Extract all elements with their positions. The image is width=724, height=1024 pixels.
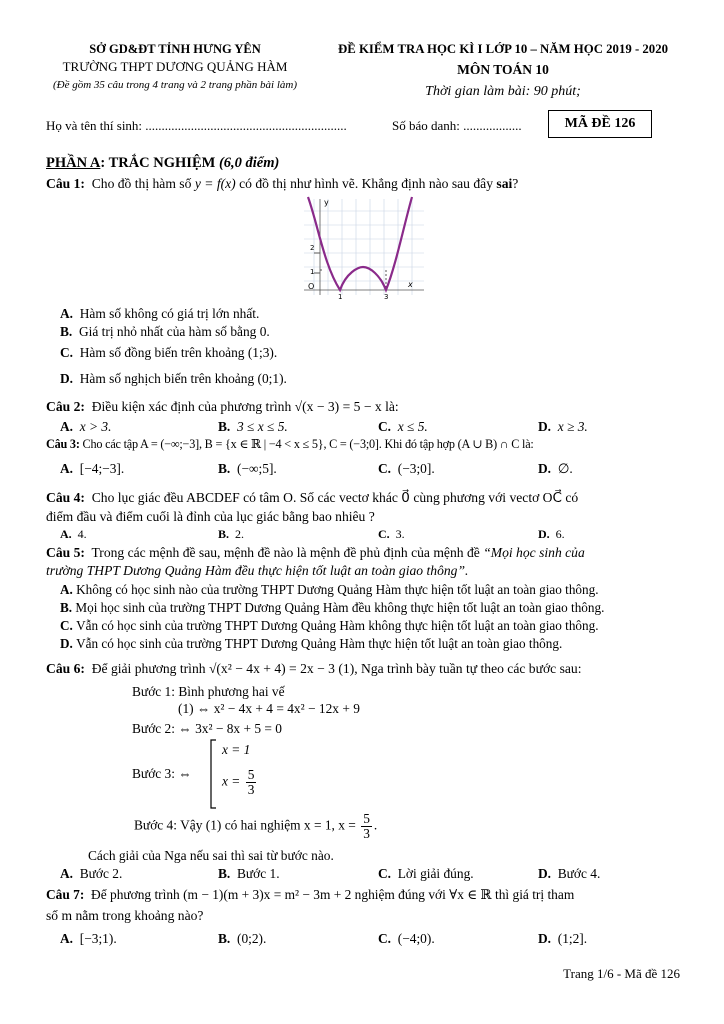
x-axis-label: x <box>408 280 413 289</box>
q1-option-d[interactable]: D. Hàm số nghịch biến trên khoảng (0;1). <box>60 371 287 386</box>
q4-option-c[interactable]: C. 3. <box>378 527 405 541</box>
question-4-line-2: điểm đầu và điểm cuối là đỉnh của lục giác bằng bao nhiêu ? <box>46 509 375 524</box>
q4-option-a[interactable]: A. 4. <box>60 527 87 541</box>
q4-option-b[interactable]: B. 2. <box>218 527 245 541</box>
x-tick-1: 1 <box>338 293 343 301</box>
question-5-line-2: trường THPT Dương Quảng Hàm đều thực hiện tốt luật an toàn giao thông”. <box>46 563 469 578</box>
function-expression: y = f(x) <box>194 176 236 191</box>
q7-option-a[interactable]: A. [−3;1). <box>60 931 117 946</box>
question-2: Câu 2: Điều kiện xác định của phương trình √(x − 3) = 5 − x là: <box>46 399 399 414</box>
q6-step-2: Bước 2: ⇔ 3x² − 8x + 5 = 0 <box>132 721 282 736</box>
q7-option-d[interactable]: D. (1;2]. <box>538 931 588 946</box>
question-emphasis: sai <box>496 176 513 191</box>
function-graph <box>300 195 428 303</box>
student-name-line: Họ và tên thí sinh: .............................................................. <box>46 118 347 133</box>
q1-option-b[interactable]: B. Giá trị nhỏ nhất của hàm số bằng 0. <box>60 324 270 339</box>
question-text: Cho đồ thị hàm số <box>91 176 192 191</box>
q6-option-d[interactable]: D. Bước 4. <box>538 866 601 881</box>
exam-time: Thời gian làm bài: 90 phút; <box>425 84 581 99</box>
origin-label: O <box>308 282 315 291</box>
exam-note: (Đề gồm 35 câu trong 4 trang và 2 trang phần bài làm) <box>52 79 298 91</box>
subject-title: MÔN TOÁN 10 <box>457 62 549 77</box>
section-points: (6,0 điểm) <box>218 155 280 171</box>
section-title <box>46 155 279 172</box>
q1-option-c[interactable]: C. Hàm số đồng biến trên khoảng (1;3). <box>60 345 278 360</box>
q6-step-3: Bước 3: ⇔ <box>132 766 192 781</box>
q5-option-d[interactable]: D. Vẫn có học sinh của trường THPT Dương Quảng Hàm thực hiện tốt luật an toàn giao thông. <box>60 636 563 651</box>
y-tick-1: 1 <box>310 268 315 276</box>
exam-code-box: MÃ ĐỀ 126 <box>548 110 652 138</box>
q5-option-a[interactable]: A. Không có học sinh nào của trường THPT Dương Quảng Hàm thực hiện tốt luật an toàn giao thông. <box>60 582 599 597</box>
question-7-line-2: số m nằm trong khoảng nào? <box>46 908 204 923</box>
y-axis-label: y <box>324 198 329 207</box>
question-1 <box>46 176 684 192</box>
question-6: Câu 6: Để giải phương trình √(x² − 4x + 4) = 2x − 3 (1), Nga trình bày tuần tự theo các bước sau: <box>46 661 582 676</box>
q3-option-a[interactable]: A. [−4;−3]. <box>60 461 125 476</box>
q1-option-a[interactable]: A. Hàm số không có giá trị lớn nhất. <box>60 306 260 321</box>
q6-step-1: Bước 1: Bình phương hai vế <box>132 684 285 699</box>
question-5: Câu 5: Trong các mệnh đề sau, mệnh đề nào là mệnh đề phủ định của mệnh đề “Mọi học sinh của <box>46 545 585 560</box>
school-name: TRƯỜNG THPT DƯƠNG QUẢNG HÀM <box>62 59 288 74</box>
question-text: ? <box>512 176 519 191</box>
department-name: SỞ GD&ĐT TỈNH HƯNG YÊN <box>89 42 261 56</box>
q2-option-b[interactable]: B. 3 ≤ x ≤ 5. <box>218 419 288 434</box>
student-id-line: Số báo danh: .................. <box>392 118 522 133</box>
q6-option-b[interactable]: B. Bước 1. <box>218 866 280 881</box>
q4-option-d[interactable]: D. 6. <box>538 527 565 541</box>
y-tick-2: 2 <box>310 244 315 252</box>
q6-option-c[interactable]: C. Lời giải đúng. <box>378 866 474 881</box>
question-label: Câu 1: <box>46 176 85 191</box>
q3-option-b[interactable]: B. (−∞;5]. <box>218 461 277 476</box>
q3-option-d[interactable]: D. ∅. <box>538 461 573 476</box>
q6-option-a[interactable]: A. Bước 2. <box>60 866 123 881</box>
q2-option-c[interactable]: C. x ≤ 5. <box>378 419 428 434</box>
q6-step-3-root-2: x = $\frac{5}{3}$ <box>222 767 255 797</box>
q5-option-b[interactable]: B. Mọi học sinh của trường THPT Dương Quảng Hàm đều không thực hiện tốt luật an toàn giao thông. <box>60 600 605 615</box>
question-3: Câu 3: Cho các tập A = (−∞;−3], B = {x ∈ ℝ | −4 < x ≤ 5}, C = (−3;0]. Khi đó tập hợp (A ∪ B) ∩ C là: <box>46 437 534 451</box>
question-7: Câu 7: Để phương trình (m − 1)(m + 3)x = m² − 3m + 2 nghiệm đúng với ∀x ∈ ℝ thì giá trị tham <box>46 887 575 902</box>
q7-option-c[interactable]: C. (−4;0). <box>378 931 435 946</box>
q3-option-c[interactable]: C. (−3;0]. <box>378 461 435 476</box>
q6-step-1-equation: (1) ⇔ x² − 4x + 4 = 4x² − 12x + 9 <box>178 701 360 716</box>
q6-bracket <box>208 738 218 810</box>
page-footer: Trang 1/6 - Mã đề 126 <box>563 966 680 981</box>
q6-step-3-root-1: x = 1 <box>222 742 251 757</box>
q6-conclusion: Cách giải của Nga nếu sai thì sai từ bước nào. <box>88 848 334 863</box>
question-4: Câu 4: Cho lục giác đều ABCDEF có tâm O. Số các vectơ khác 0⃗ cùng phương với vectơ OC⃗ có <box>46 490 579 505</box>
question-text: có đồ thị như hình vẽ. Khẳng định nào sau đây <box>239 176 493 191</box>
x-tick-3: 3 <box>384 293 389 301</box>
q5-option-c[interactable]: C. Vẫn có học sinh của trường THPT Dương Quảng Hàm không thực hiện tốt luật an toàn giao thông. <box>60 618 599 633</box>
q2-option-a[interactable]: A. x > 3. <box>60 419 112 434</box>
q7-option-b[interactable]: B. (0;2). <box>218 931 267 946</box>
q6-step-4: Bước 4: Vậy (1) có hai nghiệm x = 1, x = $\frac{5}{3}$ . <box>134 811 378 841</box>
exam-title: ĐỀ KIỂM TRA HỌC KÌ I LỚP 10 – NĂM HỌC 2019 - 2020 <box>337 42 668 56</box>
q2-option-d[interactable]: D. x ≥ 3. <box>538 419 588 434</box>
section-label: PHẦN A <box>46 155 101 171</box>
section-label-rest: : TRẮC NGHIỆM <box>100 155 216 171</box>
